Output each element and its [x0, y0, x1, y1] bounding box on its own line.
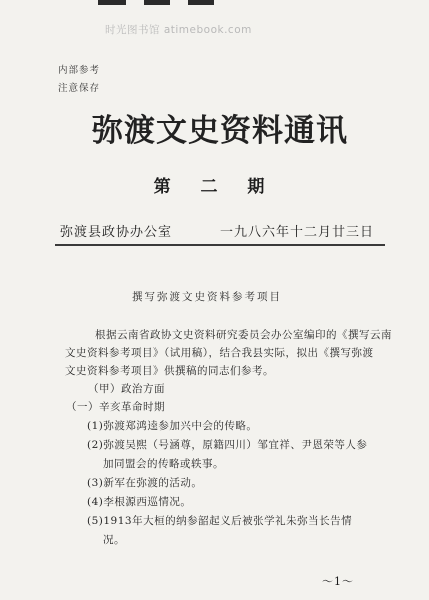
list-item: (4)李根源西巡情况。	[87, 496, 192, 508]
intro-line-1: 根据云南省政协文史资料研究委员会办公室编印的《撰写云南	[95, 329, 392, 341]
section-heading: （甲）政治方面	[88, 383, 165, 395]
list-item: (1)弥渡郑鸿逵参加兴中会的传略。	[87, 420, 258, 432]
subsection-heading: （一）辛亥革命时期	[66, 401, 165, 413]
top-edge-marks	[98, 0, 218, 6]
document-title: 撰写弥渡文史资料参考项目	[132, 291, 282, 303]
intro-line-2: 文史资料参考项目》（试用稿），结合我县实际，拟出《撰写弥渡	[65, 347, 374, 359]
list-item: (5)1913年大桓的纳参韶起义后被张学礼朱弥当长告情	[87, 515, 353, 527]
masthead-title: 弥渡文史资料通讯	[92, 113, 348, 149]
list-item: (3)新军在弥渡的活动。	[87, 477, 203, 489]
list-item: 加同盟会的传略或轶事。	[103, 458, 224, 470]
keep-safe-stamp: 注意保存	[58, 83, 101, 94]
publication-date: 一九八六年十二月廿三日	[220, 225, 375, 240]
header-divider	[55, 244, 385, 246]
publisher-office: 弥渡县政协办公室	[60, 225, 173, 240]
watermark: 时光图书馆 atimebook.com	[105, 24, 252, 36]
internal-reference-stamp: 内部参考	[58, 65, 101, 76]
page-number: ～1～	[322, 575, 354, 588]
issue-number: 第 二 期	[153, 177, 277, 197]
intro-line-3: 文史资料参考项目》供撰稿的同志们参考。	[65, 365, 274, 377]
list-item: (2)弥渡吴熙（号涵尊，原籍四川）邹宜祥、尹恩荣等人参	[87, 439, 368, 451]
list-item: 况。	[103, 534, 125, 546]
